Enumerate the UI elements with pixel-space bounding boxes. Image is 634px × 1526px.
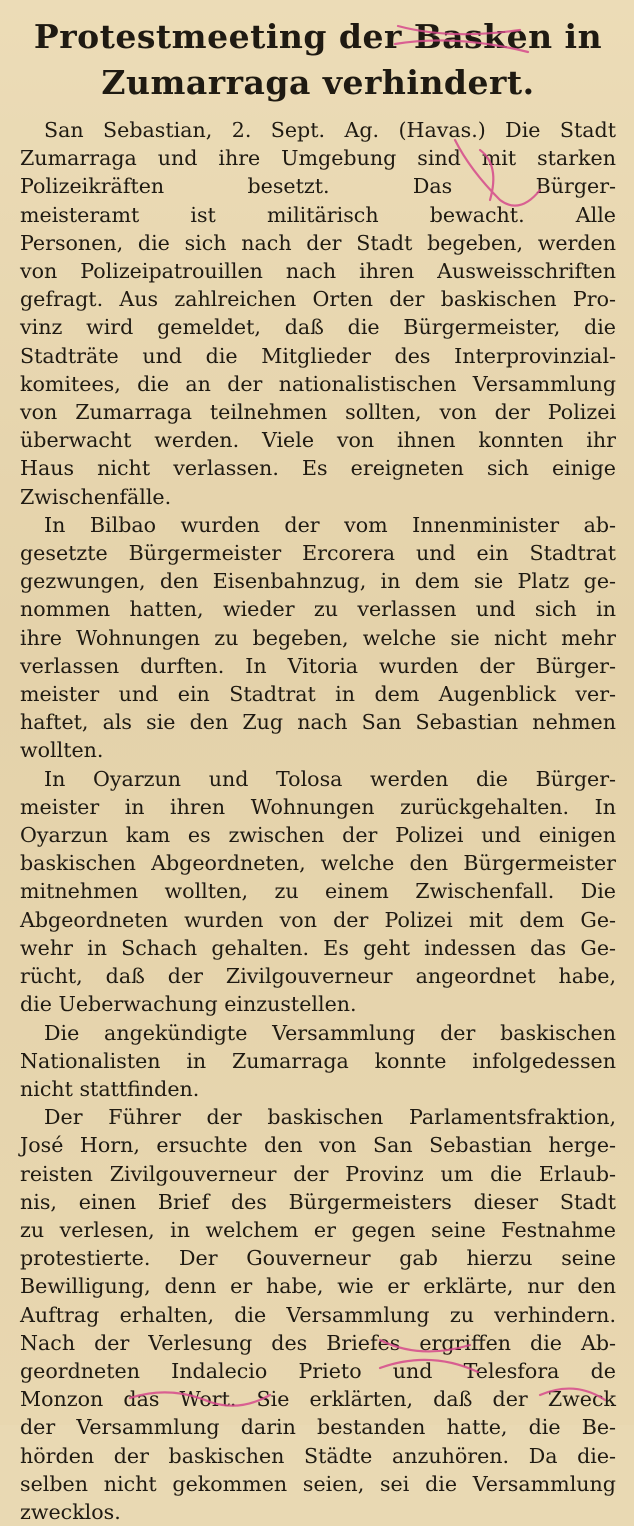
text-line: meisteramt ist militärisch bewacht. Alle — [20, 202, 616, 227]
text-line: zu verlesen, in welchem er gegen seine Festnahme — [20, 1217, 616, 1242]
text-line: meister und ein Stadtrat in dem Augenblick ver- — [20, 682, 616, 707]
text-line: wehr in Schach gehalten. Es geht indessen das Ge- — [20, 935, 616, 960]
text-line: Haus nicht verlassen. Es ereigneten sich einige — [20, 456, 616, 481]
text-line: José Horn, ersuchte den von San Sebastian herge- — [20, 1133, 616, 1158]
article-paragraph — [20, 1019, 616, 1104]
text-line: wollten. — [20, 738, 104, 763]
text-line: selben nicht gekommen seien, sei die Versammlung — [20, 1471, 616, 1496]
text-line: überwacht werden. Viele von ihnen konnten ihr — [20, 428, 616, 453]
text-line: Bewilligung, denn er habe, wie er erklärte, nur den — [20, 1274, 616, 1299]
text-line: nommen hatten, wieder zu verlassen und sich in — [20, 597, 616, 622]
text-line: meister in ihren Wohnungen zurückgehalten. In — [20, 794, 616, 819]
text-line: die Ueberwachung einzustellen. — [20, 992, 357, 1017]
text-line: geordneten Indalecio Prieto und Telesfora de — [20, 1358, 616, 1383]
article-paragraph — [20, 765, 616, 1019]
text-line: In Oyarzun und Tolosa werden die Bürger- — [44, 766, 616, 791]
text-line: gesetzte Bürgermeister Ercorera und ein Stadtrat — [20, 541, 616, 566]
text-line: nis, einen Brief des Bürgermeisters dieser Stadt — [20, 1189, 616, 1214]
text-line: komitees, die an der nationalistischen Versammlung — [20, 371, 616, 396]
text-line: gezwungen, den Eisenbahnzug, in dem sie Platz ge- — [20, 569, 616, 594]
text-line: reisten Zivilgouverneur der Provinz um die Erlaub- — [20, 1161, 616, 1186]
text-line: von Zumarraga teilnehmen sollten, von der Polizei — [20, 400, 616, 425]
text-line: Nationalisten in Zumarraga konnte infolgedessen — [20, 1048, 616, 1073]
article-paragraph — [20, 116, 616, 511]
text-line: mitnehmen wollten, zu einem Zwischenfall. Die — [20, 879, 616, 904]
text-line: Die angekündigte Versammlung der baskischen — [44, 1020, 616, 1045]
text-line: Monzon das Wort. Sie erklärten, daß der Zweck — [20, 1387, 616, 1412]
text-line: baskischen Abgeordneten, welche den Bürgermeister — [20, 851, 616, 876]
text-line: Auftrag erhalten, die Versammlung zu verhindern. — [20, 1302, 616, 1327]
text-line: San Sebastian, 2. Sept. Ag. (Havas.) Die Stadt — [44, 118, 616, 142]
text-line: vinz wird gemeldet, daß die Bürgermeister, die — [20, 315, 616, 340]
text-line: Zumarraga und ihre Umgebung sind mit starken — [20, 146, 616, 171]
text-line: nicht stattfinden. — [20, 1076, 200, 1101]
text-line: Abgeordneten wurden von der Polizei mit dem Ge- — [20, 907, 616, 932]
text-line: Stadträte und die Mitglieder des Interprovinzial- — [20, 343, 616, 368]
text-line: Polizeikräften besetzt. Das Bürger- — [20, 174, 616, 199]
text-line: Personen, die sich nach der Stadt begeben, werden — [20, 230, 616, 255]
text-line: ihre Wohnungen zu begeben, welche sie nicht mehr — [20, 625, 616, 650]
text-line: haftet, als sie den Zug nach San Sebastian nehmen — [20, 710, 616, 735]
article-paragraph — [20, 1103, 616, 1526]
headline — [20, 14, 616, 106]
text-line: Oyarzun kam es zwischen der Polizei und einigen — [20, 823, 616, 848]
text-line: von Polizeipatrouillen nach ihren Ausweisschriften — [20, 259, 616, 284]
text-line: hörden der baskischen Städte anzuhören. Da die- — [20, 1443, 616, 1468]
text-line: der Versammlung darin bestanden hatte, die Be- — [20, 1415, 616, 1440]
text-line: gefragt. Aus zahlreichen Orten der baskischen Pro- — [20, 287, 616, 312]
headline-line-1: Protestmeeting der Basken in — [33, 17, 603, 56]
text-line: Der Führer der baskischen Parlamentsfraktion, — [44, 1105, 616, 1130]
text-line: Zwischenfälle. — [20, 484, 172, 509]
text-line: verlassen durften. In Vitoria wurden der Bürger- — [20, 653, 616, 678]
text-line: rücht, daß der Zivilgouverneur angeordnet habe, — [20, 964, 616, 989]
article-paragraph — [20, 511, 616, 765]
text-line: In Bilbao wurden der vom Innenminister ab- — [44, 512, 616, 537]
text-line: zwecklos. — [20, 1499, 121, 1524]
text-line: protestierte. Der Gouverneur gab hierzu seine — [20, 1246, 616, 1271]
headline-line-2: Zumarraga verhindert. — [101, 63, 535, 102]
text-line: Nach der Verlesung des Briefes ergriffen die Ab- — [20, 1330, 616, 1355]
article-body — [20, 116, 616, 1526]
